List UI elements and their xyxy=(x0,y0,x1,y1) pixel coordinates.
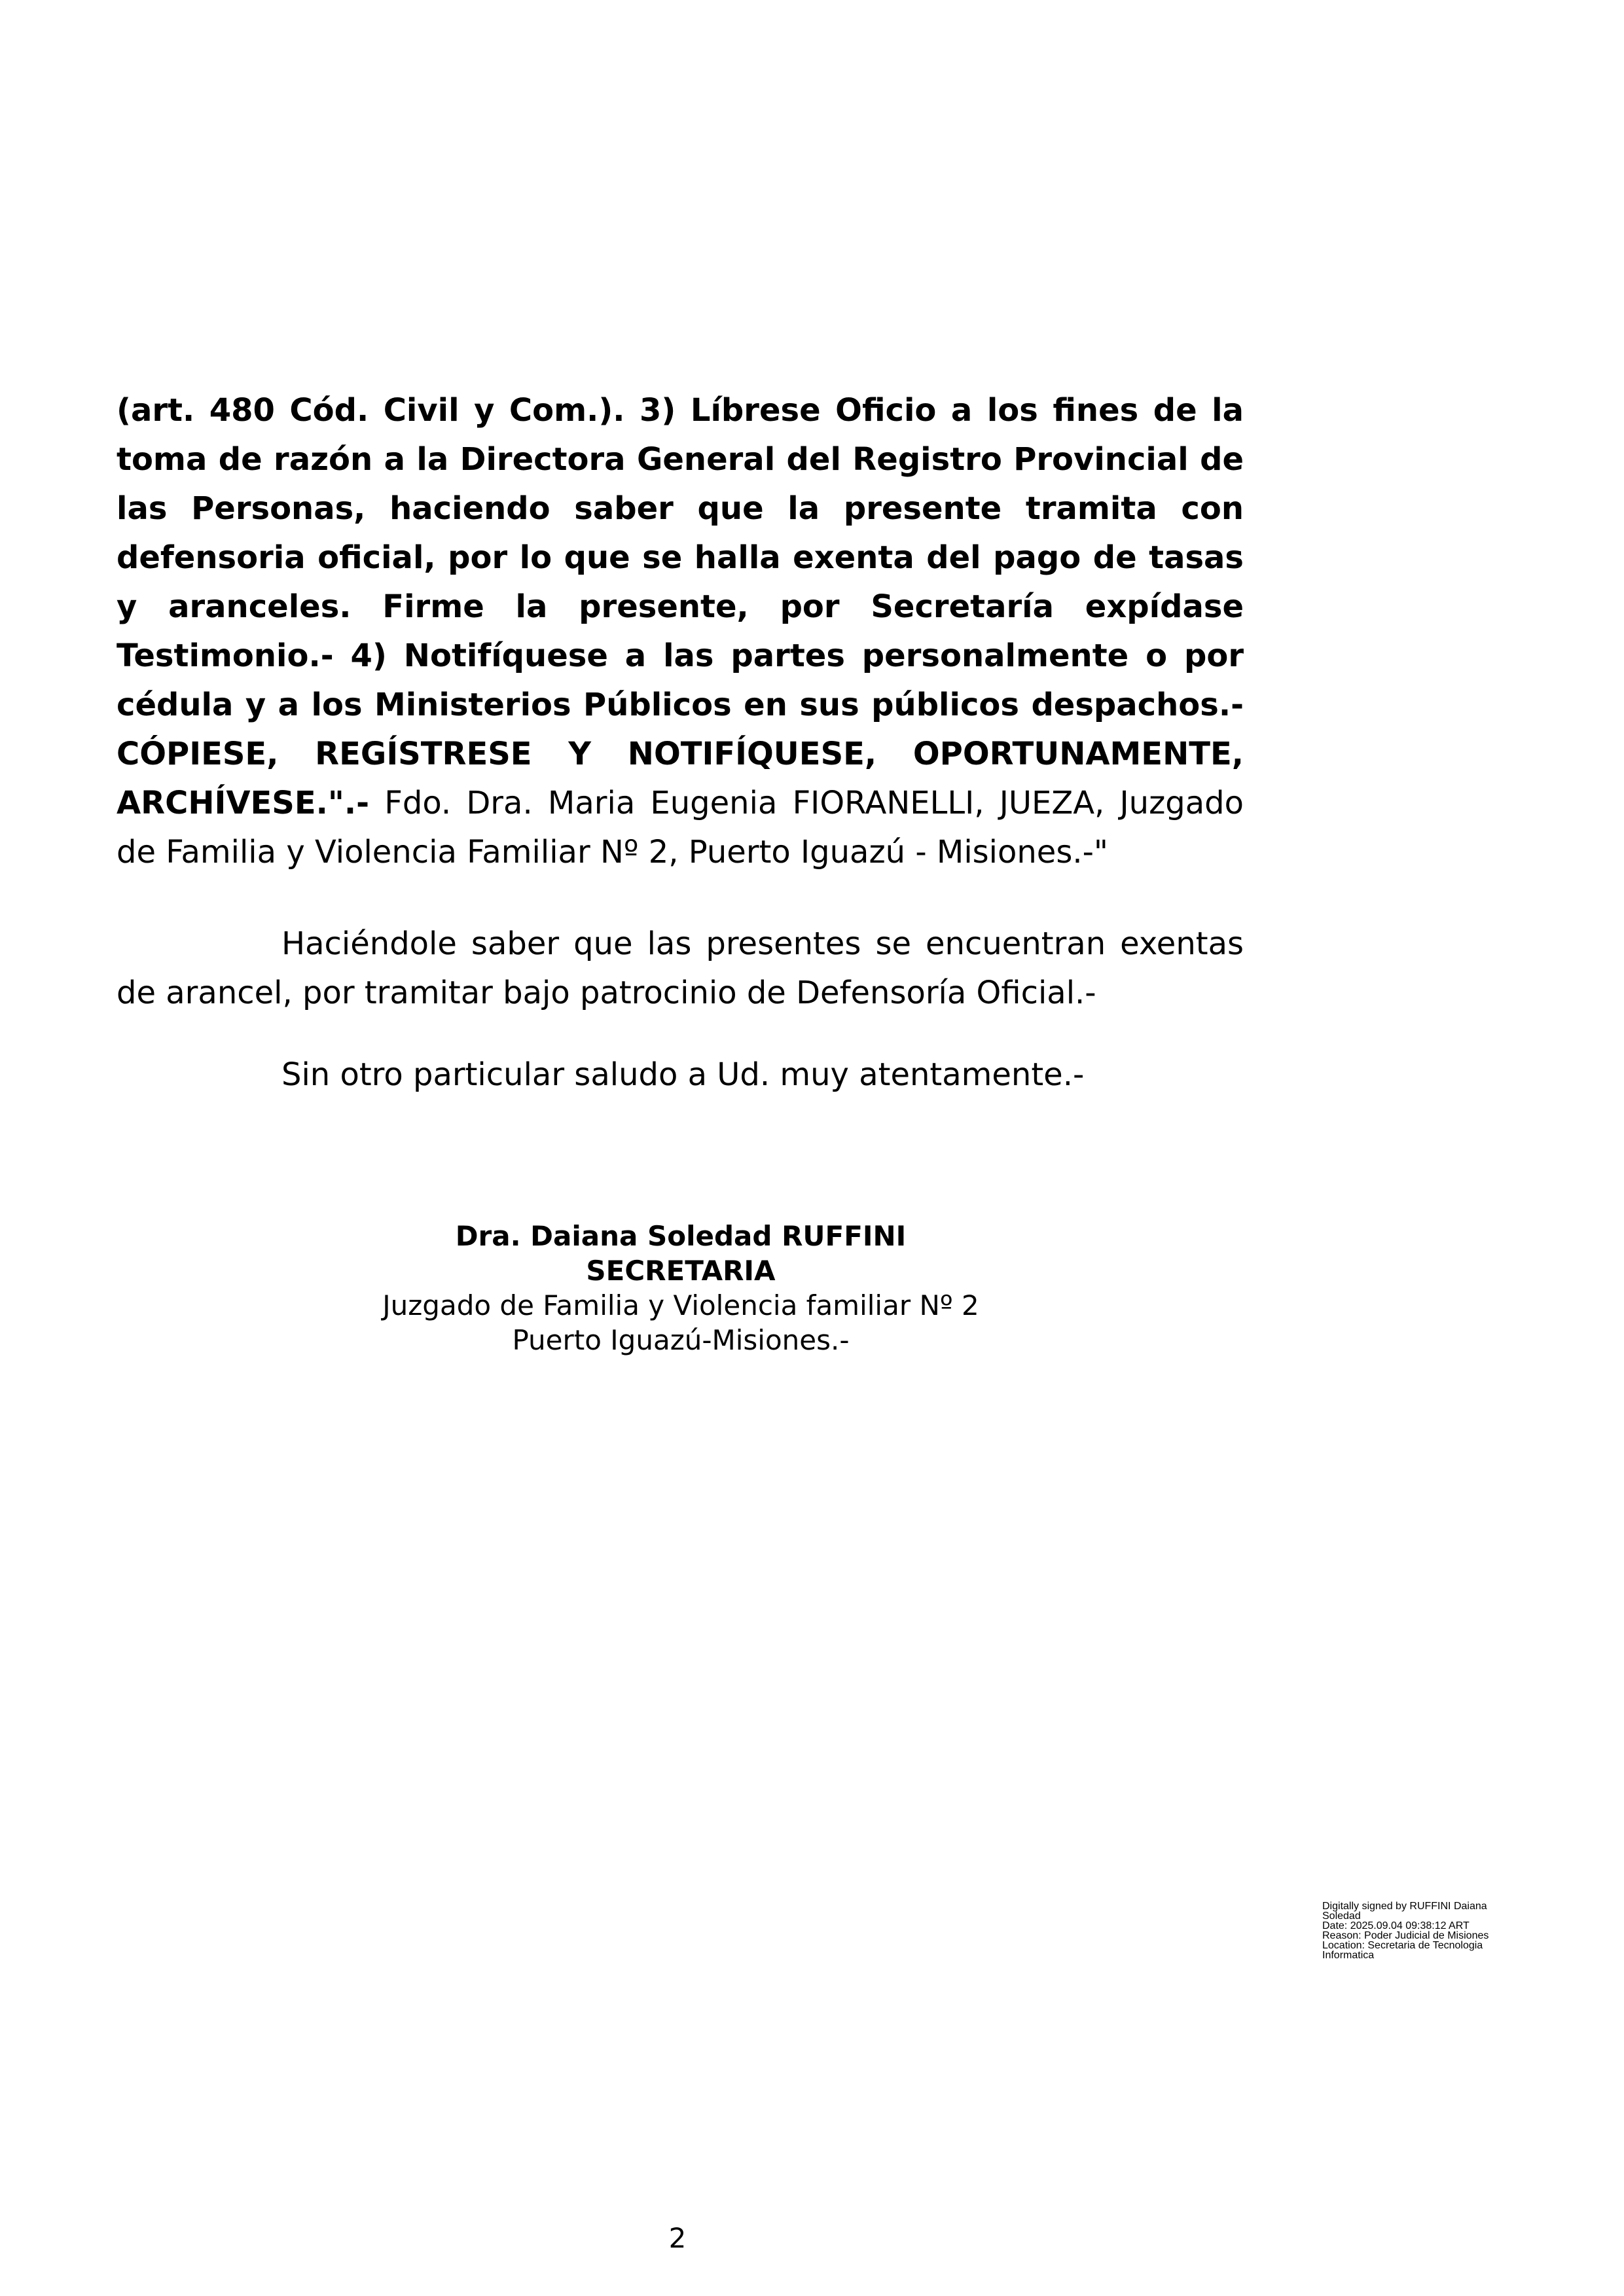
digital-signature-reason: Reason: Poder Judicial de Misiones xyxy=(1322,1930,1489,1941)
signer-court: Juzgado de Familia y Violencia familiar Nº 2 xyxy=(382,1289,979,1321)
resolution-bold-text: (art. 480 Cód. Civil y Com.). 3) Líbrese Oficio a los fines de la toma de razón a la Directora General del Registro Provincial de las Personas, haciendo saber que la presente tramita con defensoria oficial, por lo que se halla exenta del pago de tasas y aranceles. Firme la presente, por Secretaría expídase Testimonio.- 4) Notifíquese a las partes personalmente o por cédula y a los Ministerios Públicos en sus públicos despachos.- CÓPIESE, REGÍSTRESE Y NOTIFÍQUESE, OPORTUNAMENTE, ARCHÍVESE.".- xyxy=(117,392,1244,821)
digital-signature-stamp xyxy=(1322,1901,1519,1960)
page-number: 2 xyxy=(668,2222,687,2254)
digital-signature-date: Date: 2025.09.04 09:38:12 ART xyxy=(1322,1920,1470,1931)
signer-location: Puerto Iguazú-Misiones.- xyxy=(512,1324,850,1356)
paragraph-exemption: Haciéndole saber que las presentes se encuentran exentas de arancel, por tramitar bajo patrocinio de Defensoría Oficial.- xyxy=(117,925,1244,1011)
resolution-signature-text: Fdo. Dra. Maria Eugenia FIORANELLI, JUEZA, Juzgado de Familia y Violencia Familiar Nº 2, Puerto Iguazú - Misiones.-" xyxy=(117,785,1244,870)
signer-name: Dra. Daiana Soledad RUFFINI xyxy=(455,1220,907,1252)
digital-signature-location: Location: Secretaria de Tecnologia Informatica xyxy=(1322,1940,1483,1961)
signer-title: SECRETARIA xyxy=(586,1255,776,1287)
paragraph-resolution xyxy=(117,386,1244,877)
signature-block xyxy=(288,1219,1074,1357)
paragraph-closing: Sin otro particular saludo a Ud. muy atentamente.- xyxy=(281,1056,1085,1093)
digital-signature-signer: Digitally signed by RUFFINI Daiana Soledad xyxy=(1322,1901,1487,1922)
